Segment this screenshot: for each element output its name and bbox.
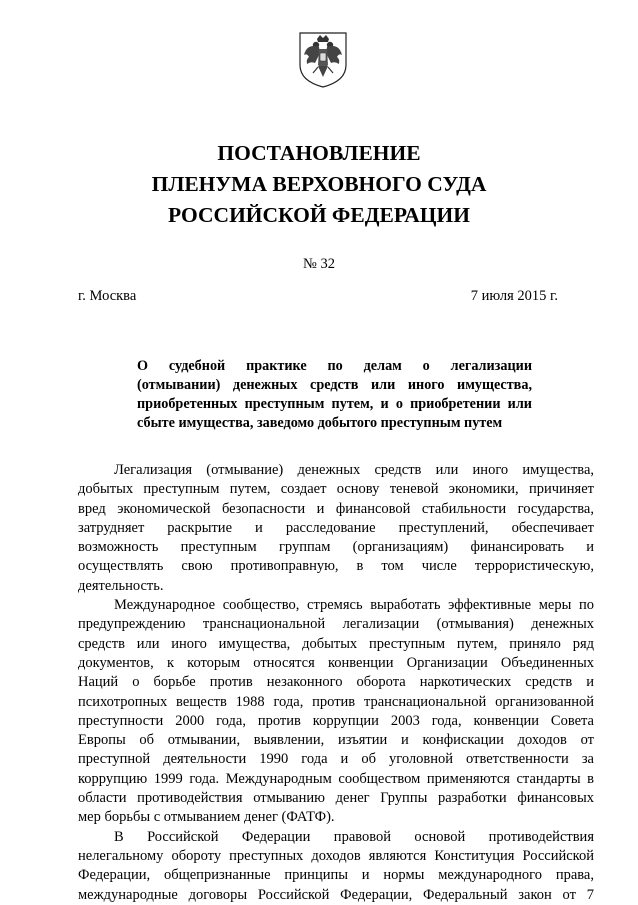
text-line: В Российской Федерации правовой основой противодействия: [114, 828, 594, 845]
text-line: психотропных веществ 1988 года, против транснациональной организованной: [78, 693, 594, 710]
subject-line: (отмывании) денежных средств или иного имущества,: [137, 377, 532, 393]
city: г. Москва: [78, 288, 137, 304]
subject-line: приобретенных преступным путем, и о приобретении или: [137, 396, 532, 412]
text-line: преступной деятельности 1990 года и об уголовной ответственности за: [78, 751, 594, 768]
text-line: предупреждению транснациональной легализации (отмывания) денежных: [78, 616, 594, 633]
text-line: Легализация (отмывание) денежных средств или иного имущества,: [114, 462, 594, 478]
text-line: деятельность.: [78, 577, 164, 594]
title-line: РОССИЙСКОЙ ФЕДЕРАЦИИ: [168, 203, 470, 227]
text-line: средств или иного имущества, добытых преступным путем, приняло ряд: [78, 635, 594, 652]
text-line: Европы об отмывании, выявлении, изъятии и конфискации доходов от: [78, 732, 594, 749]
text-line: добытых преступным путем, создает основу теневой экономики, причиняет: [78, 481, 594, 498]
russian-coat-of-arms-icon: [297, 31, 349, 89]
text-line: области противодействия отмыванию денег Группы разработки финансовых: [78, 790, 594, 807]
text-line: возможность преступным группам (организациям) финансировать и: [78, 539, 594, 556]
title-line: ПЛЕНУМА ВЕРХОВНОГО СУДА: [151, 172, 487, 196]
text-line: вред экономической безопасности и финансовой стабильности государства,: [78, 500, 594, 517]
text-line: Наций о борьбе против незаконного оборота наркотических средств и: [78, 674, 594, 691]
resolution-number: № 32: [303, 256, 335, 272]
text-line: мер борьбы с отмыванием денег (ФАТФ).: [78, 809, 335, 826]
text-line: Федерации, общепризнанные принципы и нормы международного права,: [78, 867, 594, 884]
text-line: преступности 2000 года, против коррупции 2003 года, конвенции Совета: [78, 712, 594, 729]
title-line: ПОСТАНОВЛЕНИЕ: [217, 141, 421, 165]
resolution-subject: [137, 357, 532, 433]
subject-line: О судебной практике по делам о легализации: [137, 358, 532, 374]
document-title: [0, 138, 638, 231]
text-line: нелегальному обороту преступных доходов являются Конституция Российской: [78, 847, 594, 864]
text-line: Международное сообщество, стремясь выработать эффективные меры по: [114, 597, 594, 614]
text-line: затрудняет раскрытие и расследование преступлений, обеспечивает: [78, 519, 594, 536]
text-line: коррупцию 1999 года. Международным сообществом применяются стандарты в: [78, 770, 594, 787]
text-line: осуществлять свою противоправную, в том числе террористическую,: [78, 558, 594, 575]
subject-line: сбыте имущества, заведомо добытого преступным путем: [137, 415, 503, 431]
text-line: международные договоры Российской Федерации, Федеральный закон от 7: [78, 886, 594, 903]
date: 7 июля 2015 г.: [470, 288, 558, 304]
body-text: [78, 461, 594, 905]
text-line: документов, к которым относятся конвенции Организации Объединенных: [78, 654, 594, 671]
